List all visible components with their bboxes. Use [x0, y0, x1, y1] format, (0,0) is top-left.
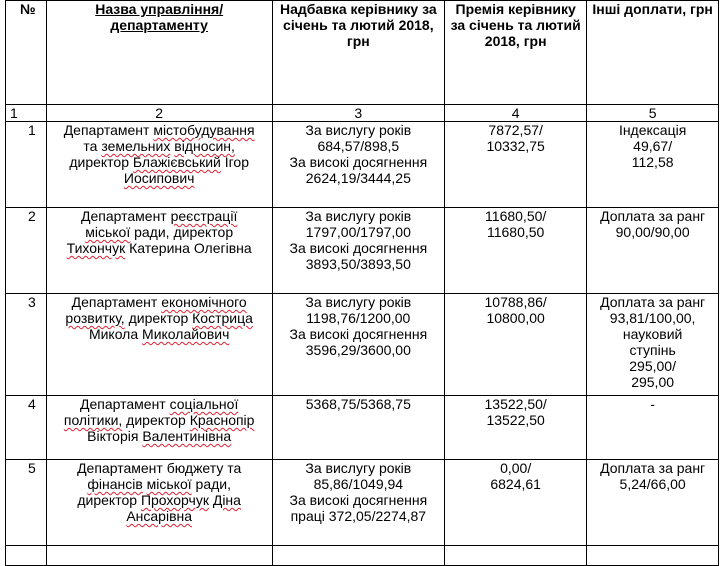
- department-name-line: директор Прохорчук Діна: [77, 492, 241, 508]
- other-payments-cell-line: 49,67/: [633, 138, 673, 154]
- table-row: [6, 396, 719, 460]
- other-payments-cell-line: 90,00/90,00: [615, 224, 690, 240]
- allowance-cell-line: 3596,29/3600,00: [305, 342, 411, 358]
- allowance-cell: [272, 396, 445, 460]
- allowance-cell: [272, 208, 445, 294]
- index-cell: 4: [445, 105, 587, 122]
- other-payments-cell-line: ступінь: [629, 342, 676, 358]
- department-name-line: директор Блажієвський Ігор: [69, 154, 249, 170]
- premium-cell-line: 10800,00: [486, 310, 545, 326]
- allowances-table: [5, 0, 719, 566]
- header-row: [6, 1, 719, 105]
- other-payments-cell-line: 5,24/66,00: [619, 476, 686, 492]
- table-row: [6, 460, 719, 546]
- allowance-cell-line: 684,57/898,5: [317, 138, 400, 154]
- other-payments-cell-line: Індексація: [618, 122, 687, 138]
- allowance-cell-line: 85,86/1049,94: [313, 476, 404, 492]
- department-name-line: розвитку, директор Кострица: [65, 310, 253, 326]
- department-name-line: Департамент бюджету та: [77, 460, 242, 476]
- header-other-payments: Інші доплати, грн: [587, 1, 719, 105]
- other-payments-cell-line: Доплата за ранг: [600, 460, 706, 476]
- department-name-line: Иосипович: [123, 170, 195, 186]
- department-name-line: Вікторія Валентинівна: [87, 428, 232, 444]
- index-cell: 1: [6, 105, 47, 122]
- allowance-cell-line: 5368,75/5368,75: [305, 396, 411, 412]
- premium-cell: [445, 396, 587, 460]
- department-name-line: та земельних відносин,: [83, 138, 235, 154]
- premium-cell: [445, 122, 587, 208]
- partial-cell: [587, 546, 719, 566]
- other-payments-cell-line: 93,81/100,00,: [609, 310, 696, 326]
- index-cell: 3: [272, 105, 445, 122]
- premium-cell-line: 13522,50/: [484, 396, 547, 412]
- table-row: [6, 122, 719, 208]
- department-name-line: Ансарівна: [126, 508, 193, 524]
- premium-cell-line: 13522,50: [486, 412, 545, 428]
- premium-cell-line: 11680,50: [486, 224, 545, 240]
- department-name-line: Микола Миколайович: [88, 326, 230, 342]
- department-name-line: фінансів міської ради,: [87, 476, 231, 492]
- header-allowance: Надбавка керівнику за січень та лютий 2018, грн: [272, 1, 445, 105]
- allowance-cell: [272, 294, 445, 396]
- department-name-line: Департамент економічного: [71, 294, 247, 310]
- row-number: 5: [6, 460, 47, 546]
- index-cell: 5: [587, 105, 719, 122]
- allowance-cell-line: За високі досягнення: [289, 154, 428, 170]
- partial-cell: [46, 546, 272, 566]
- allowance-cell: [272, 122, 445, 208]
- allowance-cell-line: 1797,00/1797,00: [305, 224, 411, 240]
- allowance-cell-line: За високі досягнення: [289, 492, 428, 508]
- other-payments-cell-line: -: [650, 396, 655, 412]
- other-payments-cell: [587, 460, 719, 546]
- other-payments-cell-line: 112,58: [631, 154, 674, 170]
- other-payments-cell-line: 295,00: [631, 374, 675, 390]
- partial-cell: [272, 546, 445, 566]
- table-row-partial: [6, 546, 719, 566]
- department-name-line: Тихончук Катерина Олегівна: [66, 240, 252, 256]
- other-payments-cell-line: Доплата за ранг: [600, 208, 706, 224]
- department-name-line: Департамент містобудування: [63, 122, 255, 138]
- department-name-line: Департамент соціальної: [80, 396, 239, 412]
- allowance-cell: [272, 460, 445, 546]
- partial-cell: [6, 546, 47, 566]
- table-row: [6, 208, 719, 294]
- premium-cell-line: 10788,86/: [484, 294, 547, 310]
- premium-cell-line: 11680,50/: [485, 208, 547, 224]
- other-payments-cell-line: науковий: [622, 326, 683, 342]
- other-payments-cell: [587, 294, 719, 396]
- header-premium: Премія керівнику за січень та лютий 2018, грн: [445, 1, 587, 105]
- column-index-row: [6, 105, 719, 122]
- department-name-line: політики, директор Краснопір: [63, 412, 255, 428]
- row-number: 2: [6, 208, 47, 294]
- allowance-cell-line: За вислугу років: [305, 294, 412, 310]
- department-name-line: міської ради, директор: [85, 224, 234, 240]
- other-payments-cell: [587, 396, 719, 460]
- row-number: 4: [6, 396, 47, 460]
- row-number: 1: [6, 122, 47, 208]
- row-number: 3: [6, 294, 47, 396]
- allowance-cell-line: За вислугу років: [305, 460, 412, 476]
- department-name-line: Департамент реєстрації: [81, 208, 238, 224]
- department-name: [46, 122, 272, 208]
- department-name: [46, 396, 272, 460]
- allowance-cell-line: За вислугу років: [305, 122, 412, 138]
- header-department: Назва управління/ департаменту: [46, 1, 272, 105]
- other-payments-cell: [587, 122, 719, 208]
- allowance-cell-line: 1198,76/1200,00: [306, 310, 411, 326]
- allowance-cell-line: праці 372,05/2274,87: [290, 508, 427, 524]
- other-payments-cell-line: Доплата за ранг: [600, 294, 706, 310]
- department-name: [46, 460, 272, 546]
- table-row: [6, 294, 719, 396]
- department-name: [46, 208, 272, 294]
- index-cell: 2: [46, 105, 272, 122]
- department-name: [46, 294, 272, 396]
- partial-cell: [445, 546, 587, 566]
- premium-cell-line: 7872,57/: [488, 122, 543, 138]
- allowance-cell-line: За високі досягнення: [289, 240, 428, 256]
- premium-cell: [445, 460, 587, 546]
- premium-cell-line: 6824,61: [490, 476, 541, 492]
- allowance-cell-line: За високі досягнення: [289, 326, 428, 342]
- other-payments-cell: [587, 208, 719, 294]
- premium-cell: [445, 208, 587, 294]
- allowance-cell-line: 2624,19/3444,25: [305, 170, 411, 186]
- premium-cell: [445, 294, 587, 396]
- premium-cell-line: 10332,75: [486, 138, 545, 154]
- other-payments-cell-line: 295,00/: [629, 358, 676, 374]
- allowance-cell-line: За вислугу років: [305, 208, 412, 224]
- allowance-cell-line: 3893,50/3893,50: [305, 256, 411, 272]
- premium-cell-line: 0,00/: [500, 460, 532, 476]
- header-number: №: [6, 1, 47, 105]
